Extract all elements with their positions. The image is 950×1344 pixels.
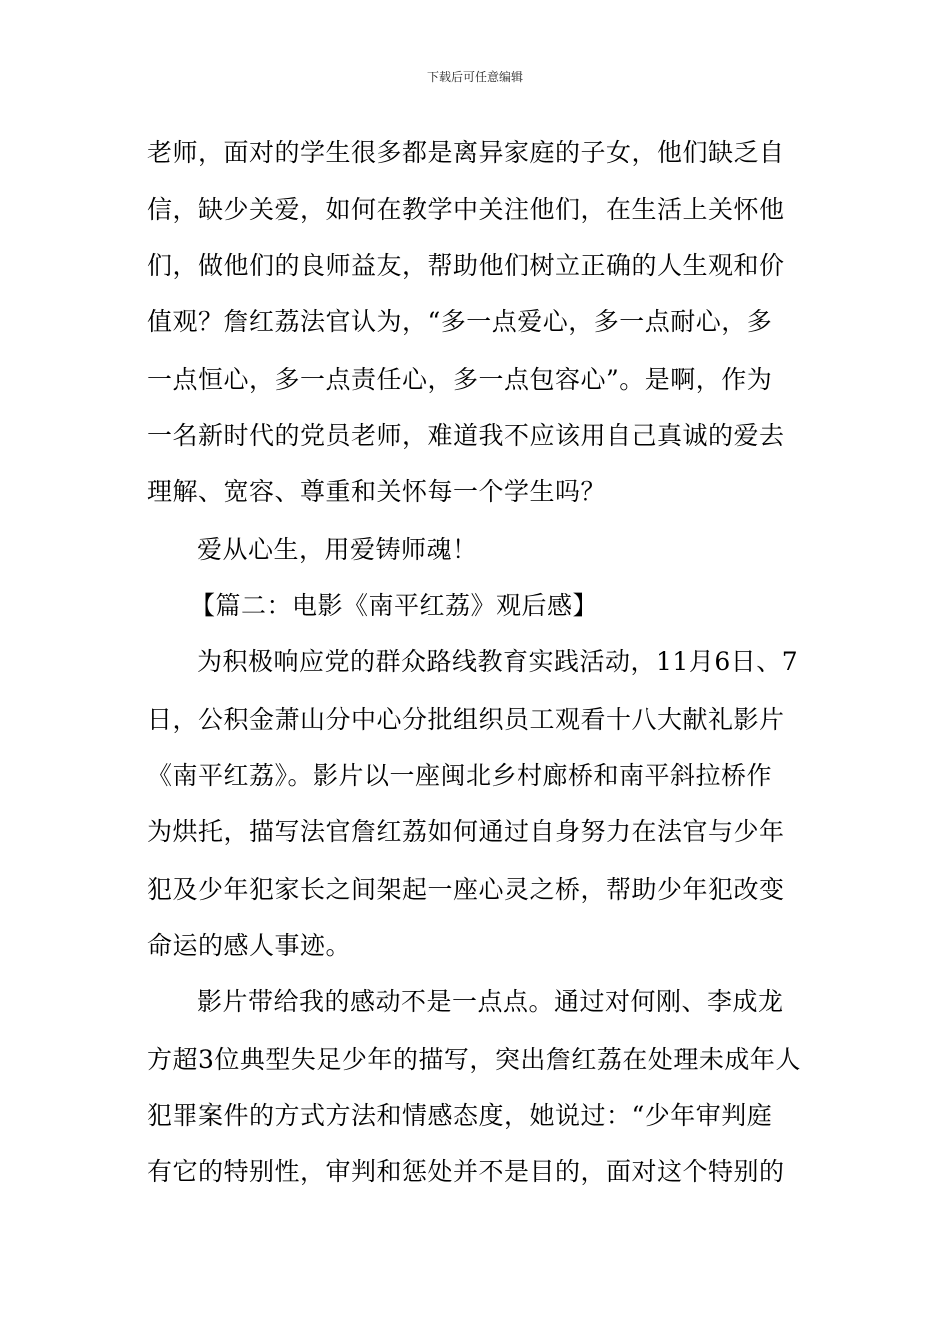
paragraph-line: 们，做他们的良师益友，帮助他们树立正确的人生观和价 (147, 251, 785, 280)
paragraph-line: 理解、宽容、尊重和关怀每一个学生吗？ (147, 477, 607, 506)
paragraph-line: 值观？詹红荔法官认为，“多一点爱心，多一点耐心，多 (147, 307, 773, 336)
paragraph-line: 一点恒心，多一点责任心，多一点包容心”。是啊，作为 (147, 365, 773, 394)
paragraph-line: 爱从心生，用爱铸师魂！ (197, 535, 478, 564)
paragraph-line: 命运的感人事迹。 (147, 931, 352, 960)
paragraph-line: 一名新时代的党员老师，难道我不应该用自己真诚的爱去 (147, 421, 785, 450)
paragraph-line: 犯及少年犯家长之间架起一座心灵之桥，帮助少年犯改变 (147, 875, 785, 904)
paragraph-line: 信，缺少关爱，如何在教学中关注他们，在生活上关怀他 (147, 195, 785, 224)
page-header: 下载后可任意编辑 (426, 70, 523, 84)
paragraph-line: 日，公积金萧山分中心分批组织员工观看十八大献礼影片 (147, 705, 785, 734)
paragraph-line: 为积极响应党的群众路线教育实践活动，11月6日、7 (197, 647, 799, 676)
paragraph-line: 有它的特别性，审判和惩处并不是目的，面对这个特别的 (147, 1157, 785, 1186)
paragraph-line: 《南平红荔》。影片以一座闽北乡村廊桥和南平斜拉桥作 (147, 761, 773, 790)
paragraph-line: 影片带给我的感动不是一点点。通过对何刚、李成龙 (197, 987, 784, 1016)
paragraph-line: 犯罪案件的方式方法和情感态度，她说过：“少年审判庭 (147, 1101, 773, 1130)
paragraph-line: 为烘托，描写法官詹红荔如何通过自身努力在法官与少年 (147, 817, 785, 846)
paragraph-line: 老师，面对的学生很多都是离异家庭的子女，他们缺乏自 (147, 138, 785, 167)
paragraph-line: 方超3位典型失足少年的描写，突出詹红荔在处理未成年人 (147, 1045, 801, 1074)
section-heading: 【篇二：电影《南平红荔》观后感】 (190, 591, 599, 620)
